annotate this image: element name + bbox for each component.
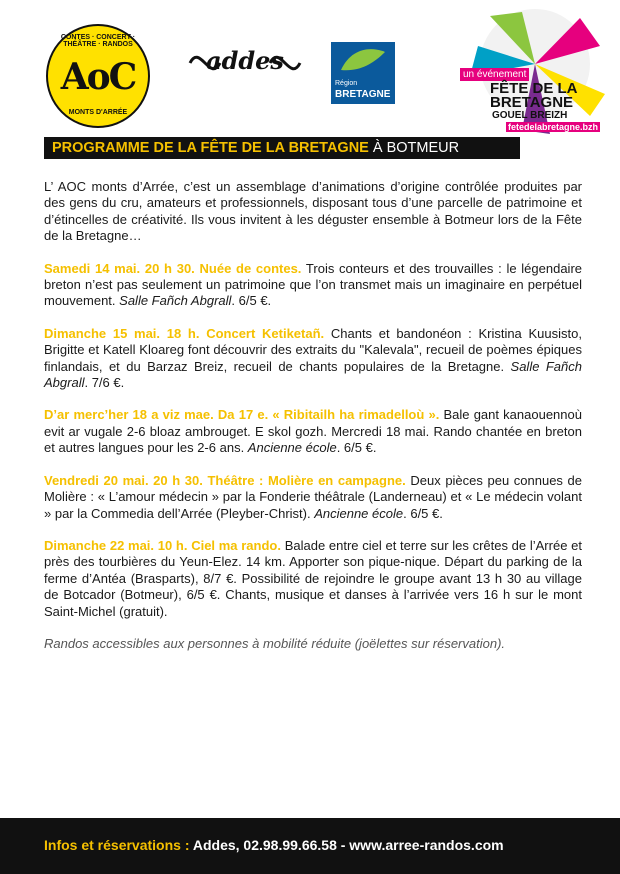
event-heading: Dimanche 15 mai. 18 h. Concert Ketiketañ. (44, 325, 325, 341)
event-place: Ancienne école (247, 440, 337, 456)
event-heading: D’ar merc’her 18 a viz mae. Da 17 e. « Ribitailh ha rimadelloù ». (44, 407, 440, 423)
event-item (44, 473, 582, 522)
leaf-icon (331, 42, 395, 78)
footer-label: Infos et réservations : (44, 837, 190, 853)
event-body: Balade entre ciel et terre sur les crêtes de l’Arrée et près des tourbières du Yeun-Elez. 14 km. Apporter son pique-nique. Départ du parking de la ferme d’Antéa (Brasparts), 8/7 €. Possibilité de rejoindre le groupe avant 13 h 30 au village de Botcador (Botmeur), 6/5 €. Chants, musique et danses à l’arrivée vers 16 h sur le mont Saint-Michel (gratuit). (44, 537, 582, 619)
region-line2: BRETAGNE (335, 89, 391, 100)
event-price: . 6/5 €. (231, 293, 272, 309)
event-item (44, 538, 582, 620)
fete-line3: GOUEL BREIZH (492, 110, 568, 121)
intro-paragraph: L’ AOC monts d’Arrée, c’est un assemblage d’animations d’origine contrôlée produites par des gens du cru, amateurs et professionnels, disposant tous d’une parcelle de patrimoine et d’étincelles de créativité. Ils vous invitent à les déguster ensemble à Botmeur lors de la Fête de la Bretagne… (44, 179, 582, 244)
aoc-logo-bottom: MONTS D'ARRÉE (68, 109, 128, 116)
aoc-logo (46, 24, 150, 128)
fete-url: fetedelabretagne.bzh (508, 122, 599, 132)
event-item (44, 407, 582, 456)
event-heading: Vendredi 20 mai. 20 h 30. Théâtre : Molière en campagne. (44, 472, 406, 488)
title-suffix: À BOTMEUR (368, 140, 460, 156)
event-place: Ancienne école (314, 505, 404, 521)
event-price: . 6/5 €. (336, 440, 377, 456)
fete-badge: un événement (460, 68, 529, 81)
event-price: . 6/5 €. (403, 505, 443, 521)
fete-line1: FÊTE DE LA (490, 80, 578, 97)
event-body: Trois conteurs et des trouvailles : le légendaire breton n’est pas seulement un patrimoine que l’on transmet mais un imaginaire en perpétuel mouvement. (44, 260, 583, 309)
event-item (44, 261, 582, 310)
fete-line2: BRETAGNE (490, 94, 574, 111)
event-heading: Dimanche 22 mai. 10 h. Ciel ma rando. (44, 537, 281, 553)
programme-title (44, 137, 520, 159)
aoc-logo-main: AoC (60, 56, 136, 98)
footer-bar (0, 818, 620, 874)
footer-contact: Addes, 02.98.99.66.58 - www.arree-randos.com (189, 837, 504, 853)
event-body: Chants et bandonéon : Kristina Kuusisto, Brigitte et Katell Kloareg font découvrir des extraits du "Kalevala", recueil de poèmes épiques finlandais, et du Barzaz Breiz, recueil de chants populaires de la Bretagne. (44, 325, 582, 374)
region-bretagne-logo (331, 42, 395, 104)
title-main: PROGRAMME DE LA FÊTE DE LA BRETAGNE (52, 140, 369, 156)
event-body: Bale gant kanaouennoù evit ar vugale 2-6 bloaz ambrouget. E skol gozh. Mercredi 18 mai. Rando chantée en breton et autres langues pour les 2-6 ans. (44, 407, 582, 456)
event-item (44, 326, 582, 392)
footer-text (44, 837, 504, 853)
logo-strip (0, 0, 620, 130)
event-place: Salle Fañch Abgrall (119, 293, 232, 309)
addes-logo-text: addes (206, 46, 284, 75)
event-heading: Samedi 14 mai. 20 h 30. Nuée de contes. (44, 260, 302, 276)
fete-bretagne-logo (430, 6, 620, 136)
programme-content (44, 179, 582, 668)
accessibility-note: Randos accessibles aux personnes à mobilité réduite (joëlettes sur réservation). (44, 635, 506, 651)
event-body: Deux pièces peu connues de Molière : « L’amour médecin » par la Fonderie théâtrale (Landerneau) et « Le médecin volant » par la Commedia dell’Arrée (Pleyber-Christ). (44, 472, 582, 521)
aoc-logo-top: CONTES · CONCERT · THÉÂTRE · RANDOS (60, 34, 136, 48)
event-price: . 7/6 €. (84, 375, 125, 391)
region-line1: Région (335, 80, 358, 87)
event-place: Salle Fañch Abgrall (44, 358, 582, 391)
addes-logo (186, 38, 304, 88)
